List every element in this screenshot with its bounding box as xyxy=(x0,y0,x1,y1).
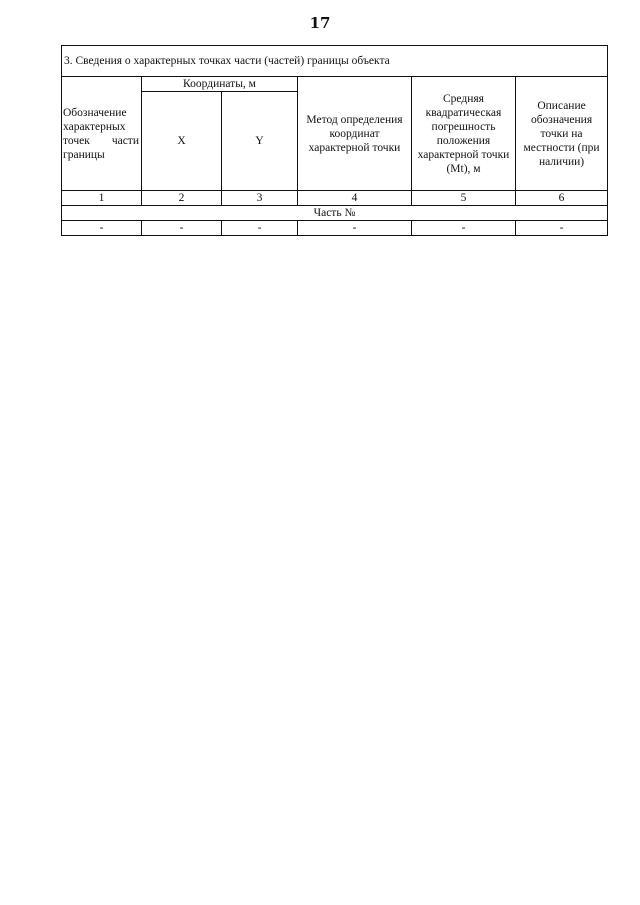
part-row xyxy=(62,206,608,221)
column-number: 3 xyxy=(222,191,298,206)
header-description: Описание обозначения точки на местности (при наличии) xyxy=(516,77,608,191)
header-x: X xyxy=(142,92,222,191)
section-title-row xyxy=(62,46,608,77)
table-cell: - xyxy=(142,221,222,236)
header-designation: Обозначение характерных точек части границы xyxy=(62,77,142,191)
column-number: 2 xyxy=(142,191,222,206)
table-cell: - xyxy=(516,221,608,236)
column-number-row xyxy=(62,191,608,206)
table-cell: - xyxy=(62,221,142,236)
header-method: Метод определения координат характерной точки xyxy=(298,77,412,191)
column-number: 4 xyxy=(298,191,412,206)
table-row xyxy=(62,221,608,236)
header-coordinates: Координаты, м xyxy=(142,77,298,92)
column-number: 6 xyxy=(516,191,608,206)
table-cell: - xyxy=(298,221,412,236)
table-cell: - xyxy=(222,221,298,236)
header-error: Средняя квадратическая погрешность положения характерной точки (Mt), м xyxy=(412,77,516,191)
section-title: 3. Сведения о характерных точках части (частей) границы объекта xyxy=(62,46,608,77)
part-label: Часть № xyxy=(62,206,608,221)
column-number: 5 xyxy=(412,191,516,206)
header-y: Y xyxy=(222,92,298,191)
column-number: 1 xyxy=(62,191,142,206)
header-row-1 xyxy=(62,77,608,92)
table-cell: - xyxy=(412,221,516,236)
page-number: 17 xyxy=(309,14,331,32)
characteristic-points-table xyxy=(61,45,608,236)
